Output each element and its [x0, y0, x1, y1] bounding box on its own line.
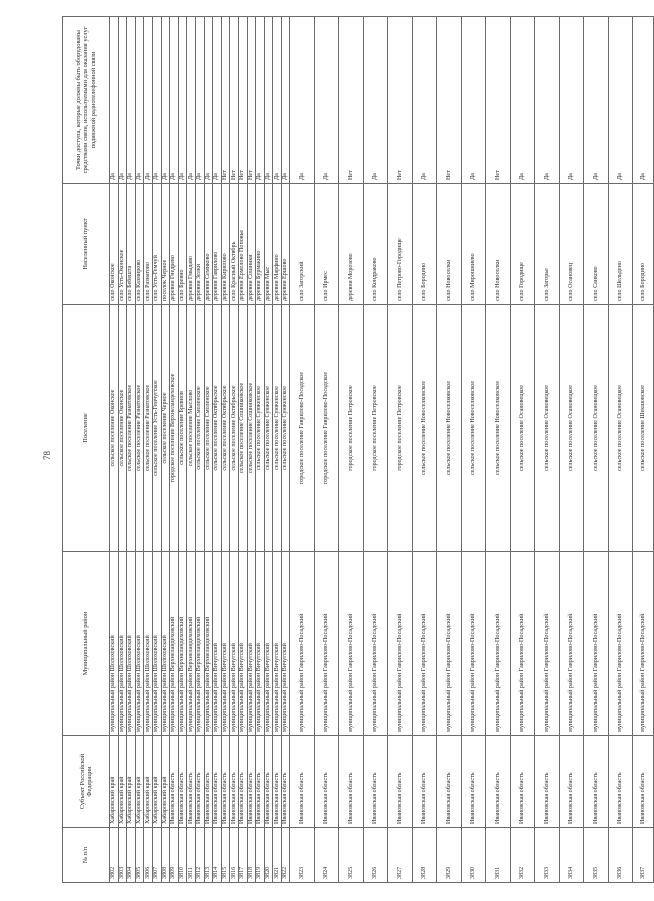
cell-locality: деревня Ершово — [281, 184, 290, 305]
cell-availability: Нет — [247, 17, 256, 184]
cell-num: 3816 — [230, 828, 239, 883]
cell-locality: село Оконское — [110, 184, 119, 305]
table-row — [230, 17, 239, 883]
cell-locality: село Бревно — [178, 184, 187, 305]
cell-num: 3813 — [204, 828, 213, 883]
cell-num: 3807 — [152, 828, 161, 883]
cell-availability: Да — [204, 17, 213, 184]
cell-locality: село Городище — [510, 184, 535, 305]
table-row — [161, 17, 170, 883]
cell-availability: Да — [273, 17, 282, 184]
cell-subject: Ивановская область — [256, 736, 265, 828]
cell-district: муниципальный район Шолоховский — [161, 552, 170, 736]
cell-subject: Ивановская область — [388, 736, 413, 828]
cell-subject: Ивановская область — [339, 736, 364, 828]
cell-availability: Нет — [486, 17, 511, 184]
table-row — [256, 17, 265, 883]
cell-availability: Да — [559, 17, 584, 184]
cell-settlement: сельское поселение Осановецкое — [608, 305, 633, 552]
cell-locality: село Санково — [584, 184, 609, 305]
cell-district: муниципальный район Гаврилово-Посадский — [559, 552, 584, 736]
cell-locality: село Петрово-Городище — [388, 184, 413, 305]
cell-num: 3836 — [608, 828, 633, 883]
cell-locality: село Шельдено — [608, 184, 633, 305]
cell-subject: Ивановская область — [559, 736, 584, 828]
table-row — [510, 17, 535, 883]
cell-settlement: городское поселение Гаврилово-Посадское — [314, 305, 339, 552]
table-row — [238, 17, 247, 883]
cell-availability: Да — [144, 17, 153, 184]
cell-num: 3821 — [273, 828, 282, 883]
cell-locality: село Казмирово — [135, 184, 144, 305]
cell-subject: Ивановская область — [247, 736, 256, 828]
cell-subject: Ивановская область — [290, 736, 315, 828]
table-row — [273, 17, 282, 883]
cell-settlement: сельское поселение Сунженское — [281, 305, 290, 552]
cell-settlement: сельское поселение Сошниковское — [247, 305, 256, 552]
cell-availability: Да — [264, 17, 273, 184]
cell-subject: Хабаровский край — [152, 736, 161, 828]
cell-district: муниципальный район Гаврилово-Посадский — [339, 552, 364, 736]
cell-district: муниципальный район Гаврилово-Посадский — [363, 552, 388, 736]
table-row — [559, 17, 584, 883]
cell-num: 3809 — [170, 828, 179, 883]
cell-locality: деревня Сошники — [247, 184, 256, 305]
cell-subject: Хабаровский край — [161, 736, 170, 828]
cell-availability: Нет — [230, 17, 239, 184]
cell-district: муниципальный район Шолоховский — [127, 552, 136, 736]
cell-settlement: сельское поселение Осановецкое — [510, 305, 535, 552]
cell-num: 3822 — [281, 828, 290, 883]
cell-availability: Нет — [339, 17, 364, 184]
table-row — [437, 17, 462, 883]
cell-settlement: сельское поселение Сунженское — [273, 305, 282, 552]
table-row — [281, 17, 290, 883]
cell-availability: Да — [118, 17, 127, 184]
cell-district: муниципальный район Гаврилово-Посадский — [510, 552, 535, 736]
table-row — [178, 17, 187, 883]
cell-subject: Хабаровский край — [144, 736, 153, 828]
cell-availability: Нет — [221, 17, 230, 184]
cell-subject: Ивановская область — [437, 736, 462, 828]
cell-availability: Да — [290, 17, 315, 184]
cell-num: 3811 — [187, 828, 196, 883]
cell-subject: Ивановская область — [584, 736, 609, 828]
cell-availability: Да — [608, 17, 633, 184]
cell-availability: Нет — [388, 17, 413, 184]
cell-settlement: сельское поселение Октябрьское — [221, 305, 230, 552]
cell-subject: Ивановская область — [230, 736, 239, 828]
cell-locality: село Усть-Гемчуй — [152, 184, 161, 305]
cell-subject: Ивановская область — [170, 736, 179, 828]
cell-subject: Ивановская область — [412, 736, 437, 828]
header-availability: Точки доступа, которые должны быть оборудованы средствами связи, используемыми для оказания услуг подвижной радиотелефонной связи — [63, 17, 110, 184]
cell-district: муниципальный район Вичугский — [273, 552, 282, 736]
cell-subject: Хабаровский край — [135, 736, 144, 828]
cell-subject: Ивановская область — [486, 736, 511, 828]
cell-subject: Ивановская область — [195, 736, 204, 828]
cell-subject: Ивановская область — [363, 736, 388, 828]
cell-num: 3834 — [559, 828, 584, 883]
cell-district: муниципальный район Гаврилово-Посадский — [412, 552, 437, 736]
cell-locality: деревня Зелки — [195, 184, 204, 305]
cell-district: муниципальный район Гаврилово-Посадский — [486, 552, 511, 736]
table-row — [247, 17, 256, 883]
cell-locality: село Новоселки — [437, 184, 462, 305]
cell-num: 3805 — [135, 828, 144, 883]
cell-settlement: сельское поселение Октябрьское — [213, 305, 222, 552]
cell-district: муниципальный район Гаврилово-Посадский — [633, 552, 654, 736]
cell-district: муниципальный район Верхнеландеховский — [195, 552, 204, 736]
cell-settlement: сельское поселение Оконское — [118, 305, 127, 552]
cell-settlement: сельское поселение Новоселковское — [412, 305, 437, 552]
cell-subject: Ивановская область — [281, 736, 290, 828]
cell-num: 3828 — [412, 828, 437, 883]
cell-subject: Хабаровский край — [110, 736, 119, 828]
cell-district: муниципальный район Верхнеландеховский — [204, 552, 213, 736]
cell-subject: Ивановская область — [608, 736, 633, 828]
cell-subject: Ивановская область — [535, 736, 560, 828]
cell-availability: Да — [281, 17, 290, 184]
cell-locality: село Осановец — [559, 184, 584, 305]
cell-district: муниципальный район Гаврилово-Посадский — [461, 552, 486, 736]
cell-availability: Нет — [238, 17, 247, 184]
table-row — [339, 17, 364, 883]
cell-num: 3830 — [461, 828, 486, 883]
cell-subject: Ивановская область — [314, 736, 339, 828]
cell-num: 3814 — [213, 828, 222, 883]
cell-locality: поселок Черное — [161, 184, 170, 305]
table-row — [461, 17, 486, 883]
cell-settlement: сельское поселение Сошниковское — [238, 305, 247, 552]
cell-num: 3817 — [238, 828, 247, 883]
cell-settlement: сельское поселение Шекшовское — [633, 305, 654, 552]
cell-subject: Ивановская область — [204, 736, 213, 828]
cell-settlement: сельское поселение Осановецкое — [535, 305, 560, 552]
cell-availability: Да — [633, 17, 654, 184]
cell-availability: Да — [187, 17, 196, 184]
cell-num: 3835 — [584, 828, 609, 883]
cell-settlement: сельское поселение Осановецкое — [559, 305, 584, 552]
cell-availability: Да — [461, 17, 486, 184]
cell-settlement: сельское поселение Сунженское — [264, 305, 273, 552]
table-row — [584, 17, 609, 883]
cell-locality: село Загорский — [290, 184, 315, 305]
cell-num: 3833 — [535, 828, 560, 883]
cell-district: муниципальный район Вичугский — [221, 552, 230, 736]
page-number: 78 — [42, 451, 52, 460]
table-row — [195, 17, 204, 883]
cell-availability: Да — [110, 17, 119, 184]
cell-district: муниципальный район Гаврилово-Посадский — [314, 552, 339, 736]
table-row — [170, 17, 179, 883]
cell-district: муниципальный район Шолоховский — [135, 552, 144, 736]
cell-settlement: городское поселение Гаврилово-Посадское — [290, 305, 315, 552]
cell-district: муниципальный район Гаврилово-Посадский — [584, 552, 609, 736]
table-row — [221, 17, 230, 883]
cell-num: 3829 — [437, 828, 462, 883]
cell-locality: село Бородино — [412, 184, 437, 305]
table-row — [187, 17, 196, 883]
cell-locality: деревня Мыс — [264, 184, 273, 305]
cell-num: 3831 — [486, 828, 511, 883]
cell-settlement: сельское поселение Новоселковское — [437, 305, 462, 552]
table-row — [135, 17, 144, 883]
cell-settlement: сельское поселение Разнатовское — [144, 305, 153, 552]
header-locality: Населенный пункт — [63, 184, 110, 305]
cell-locality: село Ирмес — [314, 184, 339, 305]
cell-num: 3826 — [363, 828, 388, 883]
table-row — [535, 17, 560, 883]
cell-availability: Нет — [437, 17, 462, 184]
cell-district: муниципальный район Верхнеландеховский — [178, 552, 187, 736]
cell-settlement: сельское поселение Сунженское — [256, 305, 265, 552]
cell-settlement: городское поселение Петровское — [388, 305, 413, 552]
cell-availability: Да — [314, 17, 339, 184]
cell-availability: Да — [170, 17, 179, 184]
cell-locality: село Усть-Оконское — [118, 184, 127, 305]
table-row — [314, 17, 339, 883]
cell-subject: Ивановская область — [633, 736, 654, 828]
cell-district: муниципальный район Вичугский — [230, 552, 239, 736]
header-settlement: Поселение — [63, 305, 110, 552]
cell-locality: деревня Гаврилово — [213, 184, 222, 305]
cell-settlement: сельское поселение Новоселковское — [461, 305, 486, 552]
cell-district: муниципальный район Вичугский — [238, 552, 247, 736]
cell-district: муниципальный район Шолоховский — [152, 552, 161, 736]
header-subject: Субъект Российской Федерации — [63, 736, 110, 828]
cell-locality: деревня Ермолово Поповье — [238, 184, 247, 305]
cell-num: 3823 — [290, 828, 315, 883]
table-row — [608, 17, 633, 883]
cell-locality: село Красный Октябрь — [230, 184, 239, 305]
table-row — [388, 17, 413, 883]
cell-num: 3837 — [633, 828, 654, 883]
cell-settlement: сельское поселение Смоленское — [204, 305, 213, 552]
cell-subject: Ивановская область — [187, 736, 196, 828]
header-num: № п/п — [63, 828, 110, 883]
cell-availability: Да — [510, 17, 535, 184]
cell-subject: Хабаровский край — [127, 736, 136, 828]
table-row — [412, 17, 437, 883]
cell-district: муниципальный район Шолоховский — [118, 552, 127, 736]
cell-locality: село Новоселки — [486, 184, 511, 305]
cell-num: 3832 — [510, 828, 535, 883]
cell-availability: Да — [152, 17, 161, 184]
cell-num: 3827 — [388, 828, 413, 883]
cell-num: 3802 — [110, 828, 119, 883]
cell-num: 3804 — [127, 828, 136, 883]
cell-num: 3815 — [221, 828, 230, 883]
cell-subject: Ивановская область — [273, 736, 282, 828]
cell-locality: деревня Семиково — [204, 184, 213, 305]
cell-settlement: сельское поселение Смоленское — [195, 305, 204, 552]
cell-district: муниципальный район Вичугский — [247, 552, 256, 736]
table-row — [486, 17, 511, 883]
cell-settlement: сельское поселение Осановецкое — [584, 305, 609, 552]
cell-subject: Ивановская область — [221, 736, 230, 828]
cell-district: муниципальный район Верхнеландеховский — [187, 552, 196, 736]
cell-locality: деревня Гмыдаво — [187, 184, 196, 305]
cell-district: муниципальный район Шолоховский — [144, 552, 153, 736]
cell-locality: село Загорье — [535, 184, 560, 305]
cell-availability: Да — [195, 17, 204, 184]
cell-subject: Ивановская область — [461, 736, 486, 828]
cell-settlement: сельское поселение Разнатовское — [127, 305, 136, 552]
table-row — [152, 17, 161, 883]
cell-locality: село Кондраково — [363, 184, 388, 305]
table-row — [118, 17, 127, 883]
cell-settlement: городское поселение Петровское — [339, 305, 364, 552]
table-row — [363, 17, 388, 883]
cell-num: 3808 — [161, 828, 170, 883]
cell-locality: село Разнатово — [144, 184, 153, 305]
cell-settlement: сельское поселение Оконское — [110, 305, 119, 552]
cell-availability: Да — [363, 17, 388, 184]
table-row — [264, 17, 273, 883]
table-row — [127, 17, 136, 883]
cell-locality: деревня Гнедрево — [170, 184, 179, 305]
cell-locality: деревня Кирилово — [221, 184, 230, 305]
cell-subject: Хабаровский край — [118, 736, 127, 828]
cell-settlement: сельское поселение Разнатовское — [135, 305, 144, 552]
cell-num: 3803 — [118, 828, 127, 883]
cell-availability: Да — [535, 17, 560, 184]
table-row — [213, 17, 222, 883]
cell-subject: Ивановская область — [510, 736, 535, 828]
cell-locality: деревня Бурмакино — [256, 184, 265, 305]
cell-availability: Да — [213, 17, 222, 184]
cell-district: муниципальный район Вичугский — [264, 552, 273, 736]
header-district: Муниципальный район — [63, 552, 110, 736]
cell-num: 3820 — [264, 828, 273, 883]
cell-district: муниципальный район Гаврилово-Посадский — [388, 552, 413, 736]
cell-num: 3806 — [144, 828, 153, 883]
table-row — [144, 17, 153, 883]
cell-district: муниципальный район Вичугский — [213, 552, 222, 736]
cell-num: 3812 — [195, 828, 204, 883]
cell-district: муниципальный район Гаврилово-Посадский — [437, 552, 462, 736]
cell-locality: село Бебешта — [127, 184, 136, 305]
cell-num: 3825 — [339, 828, 364, 883]
table-row — [204, 17, 213, 883]
cell-district: муниципальный район Вичугский — [281, 552, 290, 736]
cell-num: 3818 — [247, 828, 256, 883]
cell-subject: Ивановская область — [238, 736, 247, 828]
table-row — [633, 17, 654, 883]
cell-subject: Ивановская область — [213, 736, 222, 828]
locality-table — [62, 16, 654, 883]
cell-settlement: сельское поселение Мыслово — [187, 305, 196, 552]
cell-district: муниципальный район Гаврилово-Посадский — [608, 552, 633, 736]
cell-availability: Да — [584, 17, 609, 184]
cell-subject: Ивановская область — [264, 736, 273, 828]
cell-availability: Да — [256, 17, 265, 184]
cell-availability: Да — [412, 17, 437, 184]
table-row — [290, 17, 315, 883]
cell-settlement: сельское поселение Усть-Гемчугское — [152, 305, 161, 552]
cell-district: муниципальный район Шолоховский — [110, 552, 119, 736]
table-header-row — [63, 17, 110, 883]
cell-locality: село Мирошниево — [461, 184, 486, 305]
cell-settlement: городское поселение Верхнеландеховское — [170, 305, 179, 552]
cell-availability: Да — [135, 17, 144, 184]
cell-num: 3810 — [178, 828, 187, 883]
cell-availability: Да — [178, 17, 187, 184]
cell-settlement: сельское поселение Бревнов — [178, 305, 187, 552]
cell-locality: деревня Морозово — [339, 184, 364, 305]
cell-availability: Да — [127, 17, 136, 184]
cell-district: муниципальный район Верхнеландеховский — [170, 552, 179, 736]
cell-availability: Да — [161, 17, 170, 184]
table-row — [110, 17, 119, 883]
cell-num: 3824 — [314, 828, 339, 883]
cell-locality: село Бородино — [633, 184, 654, 305]
cell-district: муниципальный район Вичугский — [256, 552, 265, 736]
cell-district: муниципальный район Гаврилово-Посадский — [290, 552, 315, 736]
cell-locality: деревня Марфино — [273, 184, 282, 305]
cell-num: 3819 — [256, 828, 265, 883]
cell-settlement: сельское поселение Октябрьское — [230, 305, 239, 552]
cell-district: муниципальный район Гаврилово-Посадский — [535, 552, 560, 736]
cell-settlement: сельское поселение Черное — [161, 305, 170, 552]
cell-settlement: городское поселение Петровское — [363, 305, 388, 552]
cell-subject: Ивановская область — [178, 736, 187, 828]
cell-settlement: сельское поселение Новоселковское — [486, 305, 511, 552]
